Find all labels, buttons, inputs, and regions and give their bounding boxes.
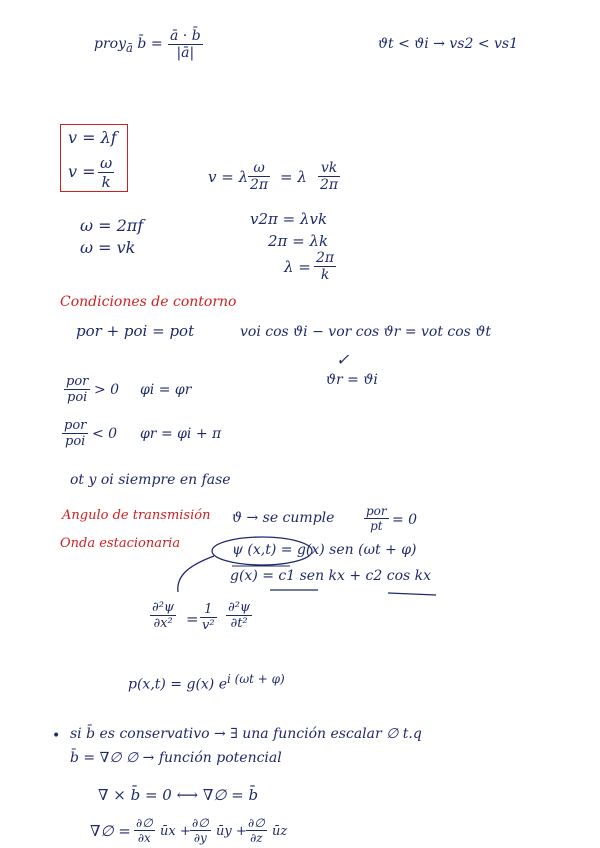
wave-rhs-den: ∂t² [226, 615, 252, 631]
projection-numerator: ā · b̄ [170, 28, 201, 44]
gradient-x-den: ∂x [134, 830, 155, 845]
gradient-x-num: ∂∅ [136, 816, 153, 830]
wave-equals: = [186, 610, 199, 628]
complex-base: p(x,t) = g(x) e [128, 676, 228, 693]
derivation-frac2-den: 2π [320, 177, 339, 193]
boxed-eq-v-label: v = [68, 162, 96, 181]
gradient-x-unit: ūx + [160, 824, 191, 839]
derivation-line1-b: = λ [280, 168, 307, 186]
gradient-z-unit: ūz [272, 824, 288, 839]
derivation-frac1-num: ω [253, 160, 265, 176]
case1-relation: > 0 [94, 382, 120, 398]
wave-rhs-num: ∂²ψ [228, 600, 251, 615]
omega-eq-2: ω = vk [80, 238, 136, 257]
estacionaria-heading: Onda estacionaria [60, 536, 181, 551]
projection-denominator: |ā| [168, 44, 203, 61]
psi-circle [212, 537, 312, 565]
derivation-frac3-den: k [314, 266, 336, 283]
wave-coef-den: v² [202, 618, 215, 633]
gradient-z-num: ∂∅ [248, 816, 265, 830]
boxed-eq-denominator: k [98, 172, 114, 191]
theta-equal: ϑr = ϑi [326, 372, 378, 388]
gradient-y-unit: ūy + [216, 824, 247, 839]
gx-equation: g(x) = c1 sen kx + c2 cos kx [230, 568, 432, 584]
gx-underline-2 [388, 593, 436, 595]
psi-arrow [178, 556, 214, 592]
boxed-eq-numerator: ω [100, 154, 113, 172]
projection-subscript: ā [126, 40, 133, 55]
gradient-y-num: ∂∅ [192, 816, 209, 830]
transmision-heading: Angulo de transmisión [62, 508, 211, 523]
derivation-frac2-num: vk [320, 160, 338, 176]
wave-coef-num: 1 [204, 602, 213, 617]
projection-text: proy [94, 36, 126, 52]
transmision-den: pt [364, 518, 389, 533]
transmision-tail: = 0 [392, 512, 418, 528]
complex-exponent: i (ωt + φ) [227, 672, 285, 686]
omega-eq-1: ω = 2πf [80, 216, 144, 235]
contorno-pressure-eq: por + poi = pot [76, 322, 195, 340]
conservative-line2: b̄ = ∇∅ ∅ → función potencial [70, 750, 282, 766]
projection-vector: b̄ = [137, 36, 163, 52]
conservative-line1: si b̄ es conservativo → ∃ una función escalar ∅ t.q [70, 726, 422, 742]
case1-den: poi [64, 389, 90, 405]
case2-phase: φr = φi + π [140, 426, 222, 442]
transmision-condition: ϑ → se cumple [232, 510, 335, 526]
conservative-line3: ∇ × b̄ = 0 ⟷ ∇∅ = b̄ [98, 786, 259, 804]
case2-relation: < 0 [92, 426, 118, 442]
psi-equation: ψ (x,t) = g(x) sen (ωt + φ) [232, 542, 417, 558]
transmision-num: por [366, 504, 387, 518]
fase-note: ot y oi siempre en fase [70, 472, 231, 488]
derivation-frac3-num: 2π [316, 250, 335, 266]
case2-num: por [64, 418, 87, 433]
bullet: • [52, 728, 61, 744]
derivation-frac1-den: 2π [250, 177, 269, 193]
wave-lhs-den: ∂x² [150, 615, 176, 631]
wave-lhs-num: ∂²ψ [152, 600, 175, 615]
derivation-line4: λ = [284, 258, 311, 276]
theta-relation: ϑt < ϑi → vs2 < vs1 [378, 36, 519, 52]
derivation-line1-a: v = λ [208, 168, 249, 186]
derivation-line3: 2π = λk [268, 232, 329, 250]
derivation-line2: v2π = λvk [250, 210, 328, 228]
gradient-pre: ∇∅ = [90, 822, 131, 840]
contorno-heading: Condiciones de contorno [60, 294, 237, 310]
check-mark: ✓ [336, 350, 350, 369]
gradient-z-den: ∂z [246, 830, 267, 845]
contorno-velocity-eq: voi cos ϑi − vor cos ϑr = vot cos ϑt [240, 324, 491, 340]
case2-den: poi [62, 433, 88, 449]
case1-phase: φi = φr [140, 382, 192, 398]
boxed-eq-vlf: v = λf [68, 128, 117, 147]
gradient-y-den: ∂y [190, 830, 211, 845]
case1-num: por [66, 374, 89, 389]
